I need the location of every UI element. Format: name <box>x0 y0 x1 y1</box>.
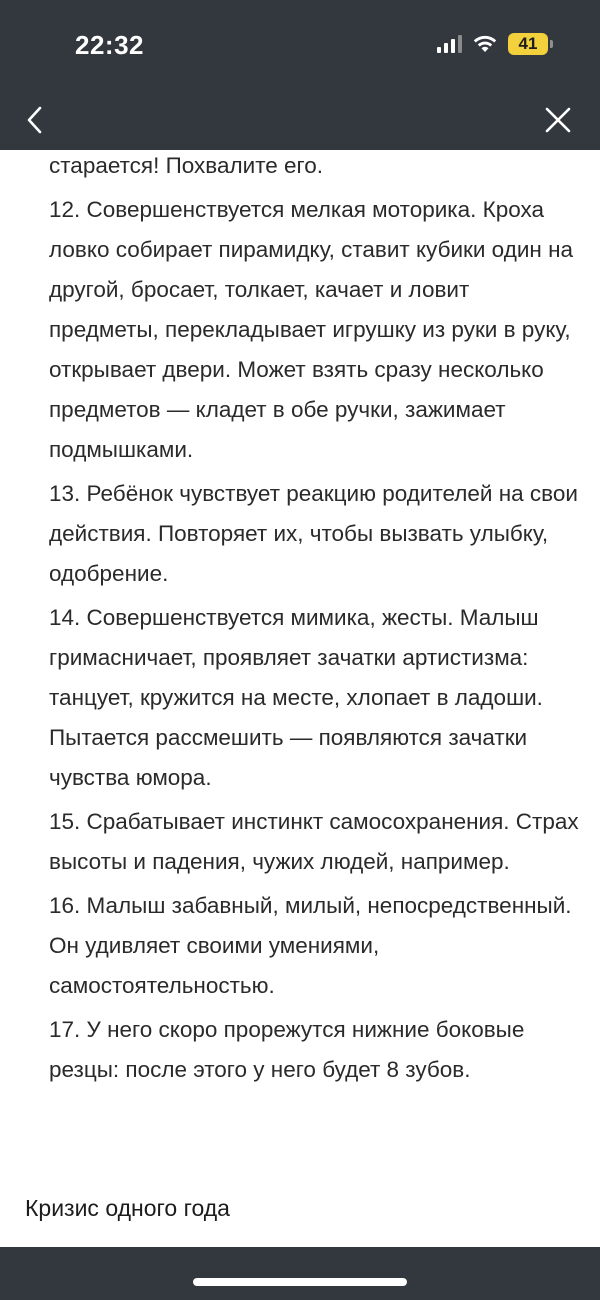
signal-icon <box>437 35 462 53</box>
battery-level: 41 <box>518 34 538 53</box>
list-item: 14. Совершенствуется мимика, жесты. Малыш гримасничает, проявляет зачатки артистизма: танцует, кружится на месте, хлопает в ладоши. Пытается рассмешить — появляются зачатки чувства юмора. <box>49 605 543 790</box>
close-icon[interactable] <box>538 100 578 140</box>
list-item: 16. Малыш забавный, милый, непосредственный. Он удивляет своими умениями, самостоятельностью. <box>49 893 572 998</box>
home-indicator[interactable] <box>193 1278 407 1286</box>
list-item: 17. У него скоро прорежутся нижние боковые резцы: после этого у него будет 8 зубов. <box>49 1017 525 1082</box>
article-content[interactable] <box>0 150 600 1247</box>
list-item: 15. Срабатывает инстинкт самосохранения. Страх высоты и падения, чужих людей, например. <box>49 809 579 874</box>
list-item: старается! Похвалите его. <box>49 153 323 178</box>
section-heading: Кризис одного года <box>25 1195 230 1221</box>
status-bar <box>0 0 600 90</box>
list-item: 12. Совершенствуется мелкая моторика. Кроха ловко собирает пирамидку, ставит кубики один на другой, бросает, толкает, качает и ловит предметы, перекладывает игрушку из руки в руку, открывает двери. Может взять сразу несколько предметов — кладет в обе ручки, зажимает подмышками. <box>49 197 574 462</box>
battery-icon <box>508 33 548 55</box>
status-icons <box>437 33 548 55</box>
status-time: 22:32 <box>75 30 144 60</box>
chevron-left-icon[interactable] <box>20 100 50 140</box>
list-item: 13. Ребёнок чувствует реакцию родителей на свои действия. Повторяет их, чтобы вызвать улыбку, одобрение. <box>49 481 578 586</box>
home-area <box>0 1247 600 1300</box>
article-list <box>49 150 579 1094</box>
wifi-icon <box>472 34 498 54</box>
nav-bar <box>0 90 600 150</box>
